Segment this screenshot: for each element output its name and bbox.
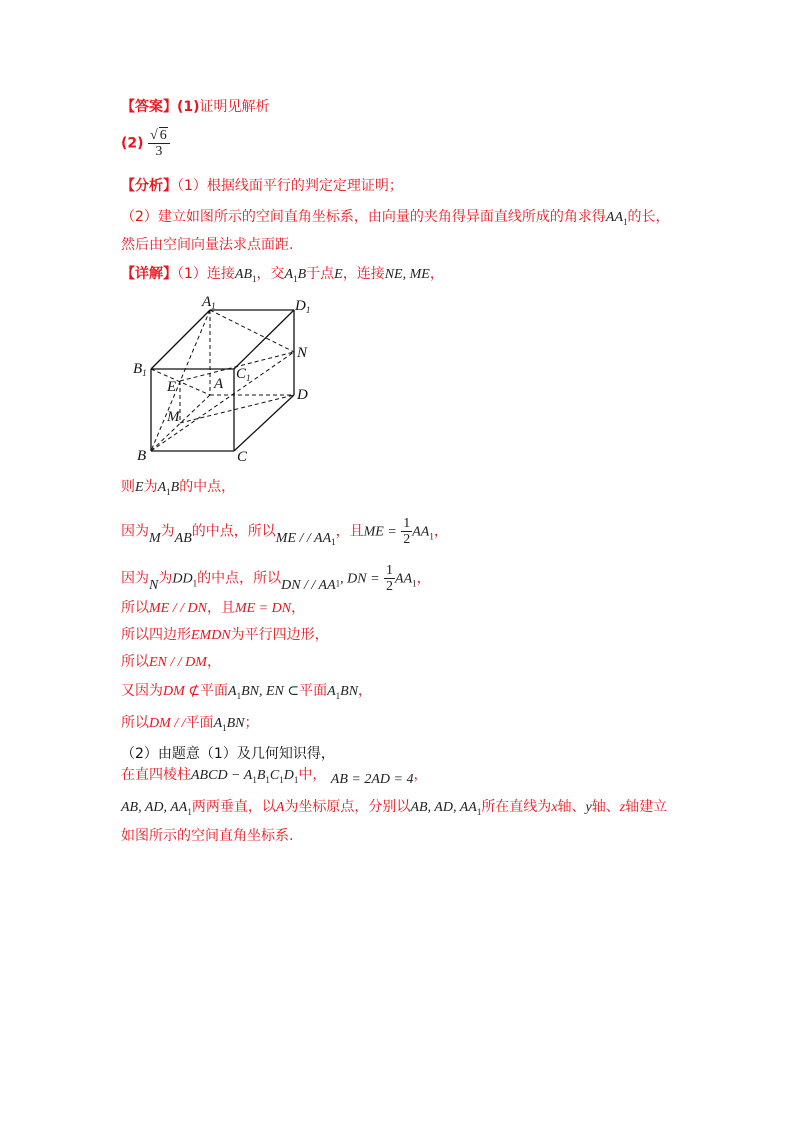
s7-m3s: 1 — [335, 690, 341, 701]
s11-t1: 两两垂直，以 — [191, 799, 276, 815]
label-e: E — [167, 379, 177, 395]
detail-m3: E — [334, 267, 343, 282]
analysis-line3 — [121, 235, 293, 255]
s3-fd: 2 — [386, 579, 394, 594]
label-a: A — [214, 376, 224, 392]
s1-m2a: A — [157, 480, 167, 495]
label-b1: $B_1$ — [133, 361, 147, 378]
s10-m1s4: 1 — [293, 774, 299, 785]
s4-t1: 所以 — [121, 600, 149, 616]
detail-m1s: 1 — [252, 273, 257, 284]
s8-t3: ； — [244, 715, 259, 731]
s2-fn: 1 — [403, 516, 411, 531]
s10-m1s: 1 — [252, 774, 257, 785]
s10-m1s2: 1 — [265, 774, 270, 785]
analysis-text3: 然后由空间向量法求点面距. — [121, 237, 294, 253]
s2-t5: ， — [433, 523, 448, 540]
step-4 — [121, 598, 305, 619]
detail-line — [121, 264, 444, 289]
s2-m4: ME = — [363, 524, 397, 540]
s2-m3: ME / / AA — [275, 530, 332, 546]
s6-m1: EN / / DM — [149, 655, 207, 670]
analysis-line2 — [121, 207, 670, 232]
s7-m1: DM ⊄ — [163, 684, 201, 699]
s11-m1s: 1 — [187, 806, 192, 817]
answer-sqrt-value: 6 — [159, 128, 167, 143]
s7-m3b: BN — [340, 684, 359, 699]
step-5 — [121, 625, 329, 646]
s3-m2s: 1 — [192, 578, 198, 589]
step-7 — [121, 681, 372, 706]
detail-m2s: 1 — [293, 273, 298, 284]
step-9 — [121, 744, 335, 764]
detail-t1: （1）连接 — [177, 266, 235, 282]
s7-m2a: A — [228, 684, 237, 699]
s3-t1: 因为 — [121, 570, 149, 587]
s10-m1: ABCD − A — [191, 768, 253, 783]
s3-m4: , DN = — [340, 571, 380, 587]
s11-t6: 轴建立 — [625, 799, 668, 815]
detail-t2: ，交 — [256, 266, 285, 282]
label-n: N — [297, 345, 308, 361]
step-10 — [121, 765, 427, 790]
label-c1: $C_1$ — [236, 366, 251, 383]
analysis-sub: 1 — [623, 216, 628, 227]
detail-m2b: B — [297, 267, 307, 282]
s2-m1: M — [149, 530, 161, 546]
s3-t2: 为 — [158, 570, 173, 587]
detail-tag: 【详解】 — [121, 266, 177, 282]
s10-t3: ， — [413, 767, 428, 783]
label-m: M — [167, 409, 180, 425]
s10-m2: AB = 2AD = 4 — [330, 772, 414, 787]
s3-fn: 1 — [386, 563, 394, 578]
prism-figure — [128, 290, 311, 470]
detail-m2a: A — [284, 267, 294, 282]
s1-m2s: 1 — [166, 486, 171, 497]
s8-t2: 平面 — [185, 715, 214, 731]
s3-m3s: 1 — [335, 578, 341, 589]
s2-t1: 因为 — [121, 523, 149, 540]
s10-t1: 在直四棱柱 — [121, 767, 191, 783]
edge-cd — [234, 395, 294, 451]
label-a1: $A_1$ — [202, 294, 216, 311]
s7-m2b: BN, EN ⊂ — [241, 684, 300, 699]
s1-t3: 的中点， — [179, 479, 236, 495]
s1-m1: E — [135, 480, 144, 495]
detail-t4: ，连接 — [342, 266, 385, 282]
label-d1: $D_1$ — [295, 298, 311, 315]
answer-part1-num: (1) — [177, 99, 200, 115]
s8-m2b: BN — [226, 716, 245, 731]
answer-part1-text: 证明见解析 — [199, 99, 270, 115]
s2-t2: 为 — [160, 523, 175, 540]
analysis-tag: 【分析】 — [121, 178, 177, 194]
s7-t4: ， — [358, 683, 373, 699]
s11-m3s: 1 — [476, 806, 482, 817]
segment-bn — [151, 352, 294, 451]
analysis-math-aa1: AA — [605, 210, 624, 225]
s10-t2: 中， — [298, 767, 327, 783]
s11-m1: AB, AD, AA — [121, 800, 188, 815]
s8-t1: 所以 — [121, 715, 149, 731]
segment-a1n — [210, 310, 294, 352]
edge-d1c1 — [234, 310, 294, 369]
analysis-line1 — [121, 176, 403, 196]
s7-t1: 又因为 — [121, 683, 163, 699]
s5-t1: 所以四边形 — [121, 627, 191, 643]
s1-t1: 则 — [121, 479, 135, 495]
s2-m5: AA — [412, 524, 430, 540]
detail-m4: NE, ME — [384, 267, 430, 282]
s11-m3: AB, AD, AA — [410, 800, 477, 815]
analysis-text2b: 的长， — [627, 209, 670, 225]
s4-t2: ，且 — [206, 600, 235, 616]
s7-m3a: A — [327, 684, 336, 699]
s7-t2: 平面 — [200, 683, 229, 699]
s2-fd: 2 — [403, 532, 411, 547]
s11-m4: x — [551, 800, 558, 815]
s2-t4: ，且 — [335, 523, 364, 540]
answer-part2-num: (2) — [121, 135, 144, 152]
s3-t3: 的中点，所以 — [197, 570, 282, 587]
s8-m2s: 1 — [222, 722, 227, 733]
s6-t2: ， — [206, 654, 221, 670]
step-2 — [121, 516, 448, 547]
s5-t2: 为平行四边形， — [230, 627, 329, 643]
step-1 — [121, 477, 235, 502]
answer-line — [121, 97, 270, 117]
s9-t1: （2）由题意（1）及几何知识得， — [121, 746, 335, 762]
answer-denominator: 3 — [155, 144, 163, 159]
s1-t2: 为 — [143, 479, 158, 495]
s3-m5: AA — [395, 571, 413, 587]
analysis-text2a: （2）建立如图所示的空间直角坐标系，由向量的夹角得异面直线所成的角求得 — [121, 209, 606, 225]
s10-m1c: C — [269, 768, 280, 783]
s3-frac — [384, 563, 395, 594]
s2-m2: AB — [174, 530, 192, 546]
edge-a1b1 — [151, 310, 210, 369]
s11-m6: z — [619, 800, 626, 815]
s2-frac — [401, 516, 412, 547]
s10-m1b: B — [256, 768, 266, 783]
s4-m1: ME / / DN — [149, 601, 207, 616]
s11-t3: 所在直线为 — [481, 799, 552, 815]
step-6 — [121, 652, 221, 673]
analysis-text1: （1）根据线面平行的判定定理证明； — [177, 178, 403, 194]
label-c: C — [237, 449, 248, 465]
s2-m3s: 1 — [331, 537, 336, 548]
s11-t5: 轴、 — [591, 799, 620, 815]
s8-m1: DM / / — [149, 716, 186, 731]
s5-m1: EMDN — [191, 628, 231, 643]
step-3 — [121, 563, 431, 594]
s4-m2: ME = DN — [234, 601, 292, 616]
s11-m2: A — [275, 800, 285, 815]
s4-t3: ， — [291, 600, 306, 616]
s10-m1d: D — [283, 768, 294, 783]
answer-fraction: $\frac{√ 6}{3}$ — [148, 128, 170, 159]
answer-tag: 【答案】 — [121, 99, 177, 115]
step-12 — [121, 826, 293, 846]
s7-m2s: 1 — [236, 690, 242, 701]
s11-m5: y — [585, 800, 592, 815]
answer-part2 — [121, 128, 170, 159]
s6-t1: 所以 — [121, 654, 149, 670]
s7-t3: 平面 — [299, 683, 328, 699]
step-8 — [121, 713, 259, 738]
s10-m1s3: 1 — [279, 774, 284, 785]
s12-t1: 如图所示的空间直角坐标系. — [121, 828, 294, 844]
s11-t4: 轴、 — [557, 799, 586, 815]
s3-m5s: 1 — [412, 578, 417, 589]
detail-t3: 于点 — [306, 266, 335, 282]
detail-t5: ， — [429, 266, 444, 282]
label-d: D — [297, 387, 308, 403]
label-b: B — [137, 448, 147, 464]
s3-m3: DN / / AA — [281, 577, 336, 593]
s3-m2: DD — [172, 571, 193, 587]
s1-m2b: B — [170, 480, 180, 495]
s3-m1: N — [149, 577, 159, 593]
step-11 — [121, 797, 667, 822]
s8-m2a: A — [213, 716, 223, 731]
s3-t4: ， — [416, 570, 431, 587]
s2-t3: 的中点，所以 — [191, 523, 276, 540]
detail-m1: AB — [234, 267, 253, 282]
s11-t2: 为坐标原点，分别以 — [284, 799, 411, 815]
s2-m5s: 1 — [429, 531, 434, 542]
